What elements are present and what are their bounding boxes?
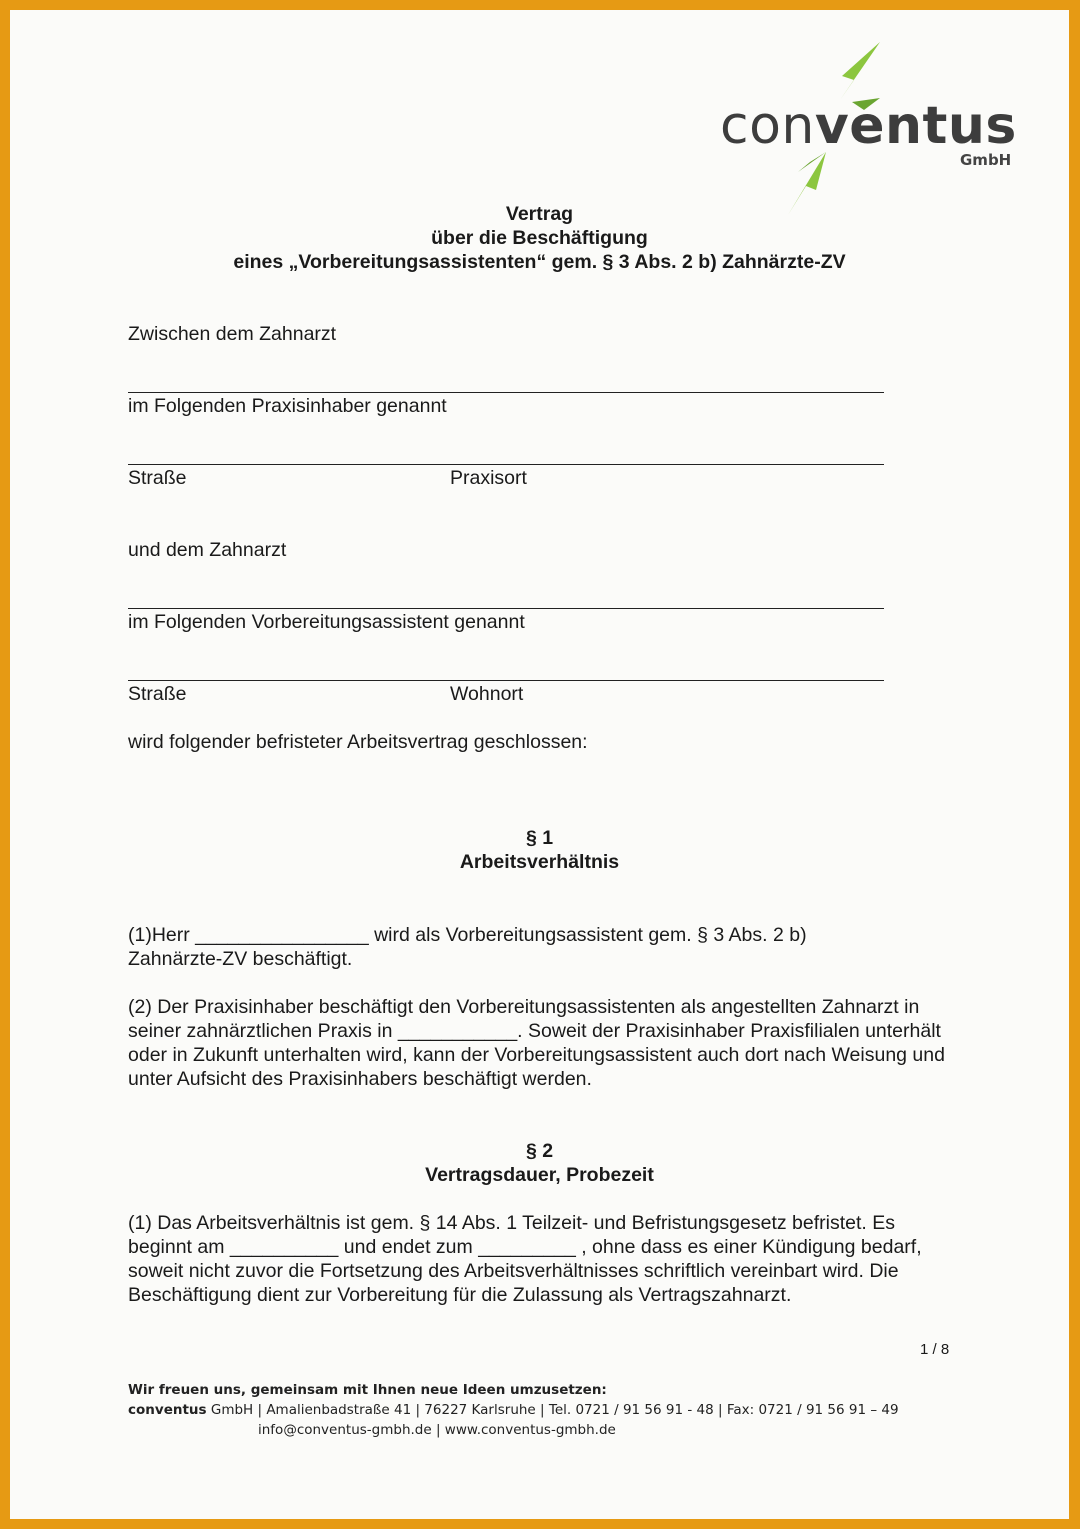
party-intro-2: und dem Zahnarzt [128, 539, 287, 561]
street-label-1: Straße [128, 467, 187, 489]
street-label-2: Straße [128, 683, 187, 705]
logo-word-con: con [720, 96, 815, 156]
closing-sentence: wird folgender befristeter Arbeitsvertrag geschlossen: [128, 731, 588, 753]
fill-line [128, 392, 884, 393]
section-1-heading: Arbeitsverhältnis [459, 851, 620, 873]
section-1-number: § 1 [525, 827, 554, 849]
footer-address-text: GmbH | Amalienbadstraße 41 | 76227 Karlsruhe | Tel. 0721 / 91 56 91 - 48 | Fax: 0721 / 91 56 91 – 49 [206, 1402, 899, 1418]
fill-line [128, 680, 884, 681]
fill-line [128, 464, 884, 465]
title-line-1: Vertrag [505, 203, 574, 225]
place-label-2: Wohnort [450, 683, 524, 705]
footer-contact: info@conventus-gmbh.de | www.conventus-gmbh.de [258, 1422, 616, 1438]
section-1-paragraph-1: (1)Herr ________________ wird als Vorbereitungsassistent gem. § 3 Abs. 2 b) Zahnärzte-ZV beschäftigt. [128, 924, 807, 970]
section-2-paragraph-1: (1) Das Arbeitsverhältnis ist gem. § 14 Abs. 1 Teilzeit- und Befristungsgesetz befristet. Es beginnt am __________ und endet zum _________ , ohne dass es einer Kündigung bedarf, soweit nicht zuvor die Fortsetzung des Arbeitsverhältnisses schriftlich vereinbart wird. Die Beschäftigung dient zur Vorbereitung für die Zulassung als Vertragszahnarzt. [128, 1212, 922, 1306]
place-label-1: Praxisort [450, 467, 527, 489]
footer-tagline: Wir freuen uns, gemeinsam mit Ihnen neue Ideen umzusetzen: [128, 1382, 607, 1398]
logo-word-ventus: ventus [814, 96, 1017, 156]
party-intro-1: Zwischen dem Zahnarzt [128, 323, 337, 345]
page-number: 1 / 8 [920, 1341, 950, 1358]
footer-address [128, 1400, 899, 1420]
section-2-number: § 2 [525, 1140, 554, 1162]
title-line-2: über die Beschäftigung [431, 227, 648, 249]
title-line-3: eines „Vorbereitungsassistenten“ gem. § 3 Abs. 2 b) Zahnärzte-ZV [233, 251, 846, 273]
party-label-2: im Folgenden Vorbereitungsassistent genannt [128, 611, 525, 633]
logo-suffix: GmbH [960, 151, 1012, 169]
section-2-heading: Vertragsdauer, Probezeit [425, 1164, 654, 1186]
party-label-1: im Folgenden Praxisinhaber genannt [128, 395, 447, 417]
document-page [10, 10, 1069, 1519]
logo-wordmark [720, 96, 1017, 156]
footer-brand: conventus [128, 1402, 207, 1418]
section-1-paragraph-2: (2) Der Praxisinhaber beschäftigt den Vorbereitungsassistenten als angestellten Zahnarzt in seiner zahnärztlichen Praxis in ___________. Soweit der Praxisinhaber Praxisfilialen unterhält oder in Zukunft unterhalten wird, kann der Vorbereitungsassistent auch dort nach Weisung und unter Aufsicht des Praxisinhabers beschäftigt werden. [128, 996, 945, 1090]
fill-line [128, 608, 884, 609]
